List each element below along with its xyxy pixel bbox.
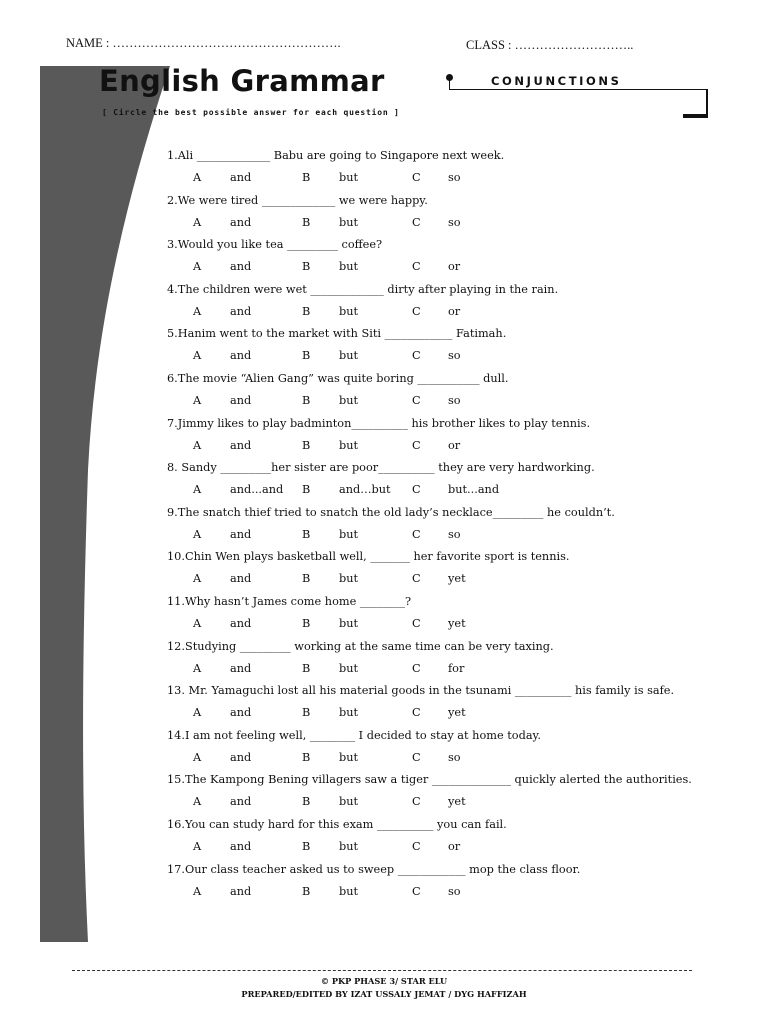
option-letter: B xyxy=(302,260,311,274)
option-letter: B xyxy=(302,483,311,497)
option-letter: A xyxy=(193,661,202,675)
option-letter: B xyxy=(302,215,311,229)
option-answer[interactable]: or xyxy=(448,438,461,452)
option-letter: A xyxy=(193,349,202,363)
option-letter: A xyxy=(193,795,202,809)
option-answer[interactable]: and xyxy=(230,215,252,229)
option-letter: C xyxy=(412,527,421,541)
option-letter: B xyxy=(302,349,311,363)
question-text: 1.Ali _____________ Babu are going to Singapore next week. xyxy=(167,149,505,162)
option-answer[interactable]: and…but xyxy=(339,483,391,497)
option-letter: A xyxy=(193,527,202,541)
option-answer[interactable]: or xyxy=(448,260,461,274)
option-letter: A xyxy=(193,171,202,184)
option-letter: C xyxy=(412,617,421,630)
option-answer[interactable]: but xyxy=(339,260,359,274)
option-answer[interactable]: and xyxy=(230,884,252,898)
option-letter: B xyxy=(302,884,311,898)
decorative-left-banner xyxy=(0,0,200,960)
option-letter: A xyxy=(193,215,202,229)
option-letter: A xyxy=(193,394,202,407)
option-answer[interactable]: so xyxy=(448,171,461,184)
option-letter: A xyxy=(193,617,202,630)
question-text: 10.Chin Wen plays basketball well, _______ her favorite sport is tennis. xyxy=(167,550,570,564)
option-letter: C xyxy=(412,884,421,898)
footer-divider xyxy=(72,970,692,971)
name-field-label: NAME : ………………………………………………. xyxy=(66,36,341,50)
question-text: 12.Studying _________ working at the same time can be very taxing. xyxy=(167,639,554,653)
option-answer[interactable]: yet xyxy=(448,572,466,586)
option-answer[interactable]: or xyxy=(448,304,461,318)
topic-underline xyxy=(449,89,708,90)
option-letter: B xyxy=(302,661,311,675)
option-letter: C xyxy=(412,572,421,586)
option-letter: C xyxy=(412,483,421,497)
option-answer[interactable]: but xyxy=(339,438,359,452)
question-text: 4.The children were wet _____________ dirty after playing in the rain. xyxy=(167,282,559,296)
option-answer[interactable]: so xyxy=(448,394,461,407)
option-letter: B xyxy=(302,750,311,764)
question-text: 7.Jimmy likes to play badminton__________ his brother likes to play tennis. xyxy=(167,416,591,430)
option-letter: C xyxy=(412,171,421,184)
option-letter: A xyxy=(193,260,202,274)
option-letter: C xyxy=(412,215,421,229)
option-answer[interactable]: but xyxy=(339,795,359,809)
option-answer[interactable]: and xyxy=(230,661,252,675)
option-answer[interactable]: so xyxy=(448,527,461,541)
option-letter: C xyxy=(412,349,421,363)
option-letter: C xyxy=(412,394,421,407)
option-answer[interactable]: and xyxy=(230,171,252,184)
question-text: 13. Mr. Yamaguchi lost all his material goods in the tsunami __________ his family is safe. xyxy=(167,684,675,698)
option-answer[interactable]: or xyxy=(448,840,461,853)
option-answer[interactable]: and xyxy=(230,349,252,363)
option-answer[interactable]: and xyxy=(230,840,252,853)
option-answer[interactable]: and xyxy=(230,795,252,809)
option-answer[interactable]: yet xyxy=(448,617,466,630)
option-answer[interactable]: but xyxy=(339,304,359,318)
option-answer[interactable]: but xyxy=(339,661,359,675)
option-letter: B xyxy=(302,840,311,853)
question-text: 9.The snatch thief tried to snatch the old lady’s necklace_________ he couldn’t. xyxy=(167,505,615,519)
option-letter: B xyxy=(302,304,311,318)
option-letter: A xyxy=(193,438,202,452)
option-answer[interactable]: but xyxy=(339,349,359,363)
option-letter: B xyxy=(302,171,311,184)
option-answer[interactable]: but xyxy=(339,215,359,229)
option-letter: A xyxy=(193,304,202,318)
option-letter: A xyxy=(193,706,202,720)
question-text: 2.We were tired _____________ we were happy. xyxy=(167,193,428,207)
option-letter: C xyxy=(412,795,421,809)
instructions: [ Circle the best possible answer for each question ] xyxy=(102,108,400,117)
option-answer[interactable]: and xyxy=(230,750,252,764)
option-answer[interactable]: but xyxy=(339,171,359,184)
option-answer[interactable]: and xyxy=(230,617,252,630)
option-answer[interactable]: and xyxy=(230,438,252,452)
option-answer[interactable]: and xyxy=(230,394,252,407)
option-letter: B xyxy=(302,617,311,630)
page-title: English Grammar xyxy=(99,64,385,98)
option-letter: B xyxy=(302,572,311,586)
question-text: 15.The Kampong Bening villagers saw a tiger ______________ quickly alerted the authorities. xyxy=(167,773,692,787)
option-answer[interactable]: for xyxy=(448,661,465,675)
option-answer[interactable]: and xyxy=(230,304,252,318)
option-letter: C xyxy=(412,661,421,675)
option-letter: B xyxy=(302,394,311,407)
option-answer[interactable]: but xyxy=(339,706,359,720)
question-text: 6.The movie “Alien Gang” was quite boring ___________ dull. xyxy=(167,372,509,385)
option-answer[interactable]: but xyxy=(339,617,359,630)
option-letter: A xyxy=(193,750,202,764)
option-answer[interactable]: and xyxy=(230,527,252,541)
question-text: 5.Hanim went to the market with Siti ____________ Fatimah. xyxy=(167,327,507,341)
option-letter: B xyxy=(302,795,311,809)
footer-copyright: © PKP PHASE 3/ STAR ELU xyxy=(320,976,448,986)
option-answer[interactable]: so xyxy=(448,215,461,229)
option-answer[interactable]: but...and xyxy=(448,483,500,497)
option-answer[interactable]: and xyxy=(230,260,252,274)
option-answer[interactable]: and...and xyxy=(230,483,284,497)
option-letter: B xyxy=(302,438,311,452)
class-field-label: CLASS : ……………………….. xyxy=(466,38,634,52)
question-text: 8. Sandy _________her sister are poor__________ they are very hardworking. xyxy=(167,461,595,475)
option-answer[interactable]: but xyxy=(339,572,359,586)
topic-heading: CONJUNCTIONS xyxy=(491,74,622,88)
option-letter: C xyxy=(412,840,421,853)
option-answer[interactable]: but xyxy=(339,840,359,853)
option-answer[interactable]: so xyxy=(448,349,461,363)
question-text: 16.You can study hard for this exam __________ you can fail. xyxy=(167,818,507,831)
topic-right-bracket xyxy=(706,89,708,117)
option-letter: A xyxy=(193,884,202,898)
question-text: 14.I am not feeling well, ________ I decided to stay at home today. xyxy=(167,728,542,742)
option-answer[interactable]: yet xyxy=(448,795,466,809)
topic-bottom-bar xyxy=(683,114,708,118)
option-answer[interactable]: yet xyxy=(448,706,466,720)
option-answer[interactable]: and xyxy=(230,572,252,586)
question-text: 17.Our class teacher asked us to sweep ____________ mop the class floor. xyxy=(167,862,581,876)
footer-credits: PREPARED/EDITED BY IZAT USSALY JEMAT / DYG HAFFIZAH xyxy=(241,989,527,999)
option-letter: B xyxy=(302,706,311,720)
option-letter: B xyxy=(302,527,311,541)
option-letter: C xyxy=(412,438,421,452)
option-answer[interactable]: so xyxy=(448,750,461,764)
option-letter: A xyxy=(193,483,202,497)
option-answer[interactable]: but xyxy=(339,527,359,541)
option-answer[interactable]: but xyxy=(339,750,359,764)
option-letter: C xyxy=(412,750,421,764)
option-letter: C xyxy=(412,706,421,720)
option-answer[interactable]: but xyxy=(339,394,359,407)
option-letter: A xyxy=(193,840,202,853)
option-answer[interactable]: and xyxy=(230,706,252,720)
option-letter: C xyxy=(412,304,421,318)
option-answer[interactable]: so xyxy=(448,884,461,898)
option-letter: C xyxy=(412,260,421,274)
option-letter: A xyxy=(193,572,202,586)
option-answer[interactable]: but xyxy=(339,884,359,898)
question-text: 3.Would you like tea _________ coffee? xyxy=(167,238,383,252)
question-text: 11.Why hasn’t James come home ________? xyxy=(167,595,412,608)
